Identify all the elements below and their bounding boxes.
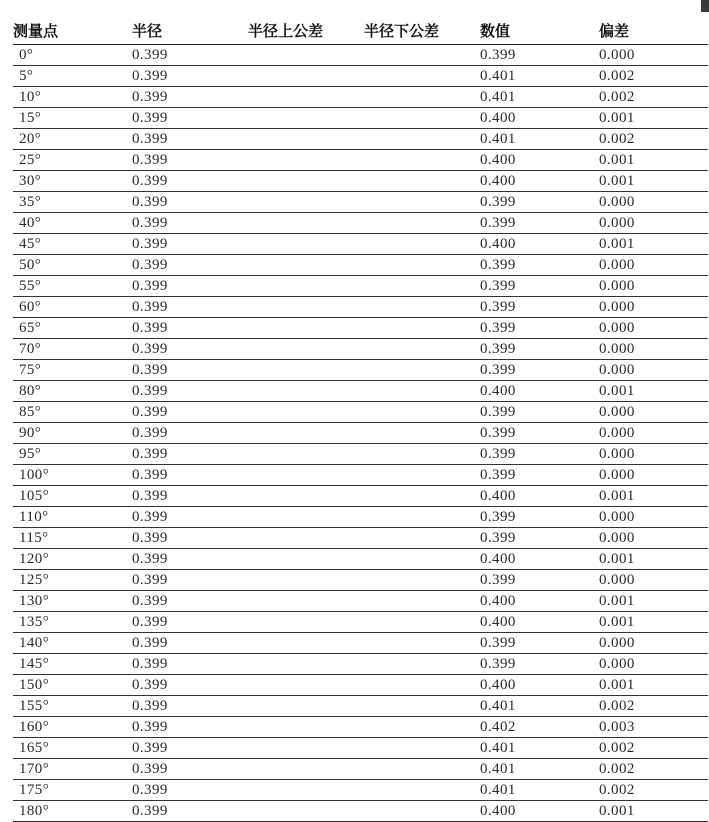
cell-deviation: 0.002 bbox=[599, 68, 635, 84]
table-row bbox=[13, 66, 708, 87]
header-radius-upper-tolerance: 半径上公差 bbox=[248, 22, 324, 40]
table-row bbox=[13, 381, 708, 402]
cell-deviation: 0.000 bbox=[599, 362, 635, 378]
cell-measurement-point: 95° bbox=[19, 446, 42, 462]
cell-measurement-point: 0° bbox=[19, 47, 34, 63]
cell-deviation: 0.000 bbox=[599, 425, 635, 441]
cell-measurement-point: 40° bbox=[19, 215, 42, 231]
cell-measurement-point: 110° bbox=[19, 509, 49, 525]
cell-deviation: 0.002 bbox=[599, 89, 635, 105]
table-row bbox=[13, 717, 708, 738]
cell-radius: 0.399 bbox=[132, 614, 168, 630]
cell-value: 0.401 bbox=[480, 740, 516, 756]
cell-measurement-point: 60° bbox=[19, 299, 42, 315]
cell-measurement-point: 120° bbox=[19, 551, 50, 567]
cell-deviation: 0.000 bbox=[599, 278, 635, 294]
cell-value: 0.400 bbox=[480, 236, 516, 252]
cell-measurement-point: 55° bbox=[19, 278, 42, 294]
measurement-table bbox=[13, 15, 708, 822]
cell-measurement-point: 25° bbox=[19, 152, 42, 168]
table-row bbox=[13, 192, 708, 213]
cell-value: 0.399 bbox=[480, 509, 516, 525]
cell-radius: 0.399 bbox=[132, 341, 168, 357]
table-row bbox=[13, 129, 708, 150]
cell-deviation: 0.000 bbox=[599, 530, 635, 546]
cell-measurement-point: 150° bbox=[19, 677, 50, 693]
cell-value: 0.399 bbox=[480, 362, 516, 378]
table-row bbox=[13, 360, 708, 381]
cell-radius: 0.399 bbox=[132, 551, 168, 567]
cell-value: 0.399 bbox=[480, 341, 516, 357]
table-row bbox=[13, 423, 708, 444]
cell-value: 0.401 bbox=[480, 89, 516, 105]
header-radius-lower-tolerance: 半径下公差 bbox=[364, 22, 440, 40]
cell-measurement-point: 80° bbox=[19, 383, 42, 399]
cell-deviation: 0.001 bbox=[599, 383, 635, 399]
cell-radius: 0.399 bbox=[132, 47, 168, 63]
cell-value: 0.399 bbox=[480, 299, 516, 315]
cell-radius: 0.399 bbox=[132, 446, 168, 462]
cell-deviation: 0.001 bbox=[599, 614, 635, 630]
cell-value: 0.399 bbox=[480, 278, 516, 294]
cell-measurement-point: 105° bbox=[19, 488, 50, 504]
cell-measurement-point: 175° bbox=[19, 782, 50, 798]
cell-deviation: 0.002 bbox=[599, 782, 635, 798]
cell-measurement-point: 45° bbox=[19, 236, 42, 252]
cell-value: 0.399 bbox=[480, 467, 516, 483]
cell-value: 0.399 bbox=[480, 635, 516, 651]
cell-deviation: 0.000 bbox=[599, 194, 635, 210]
cell-radius: 0.399 bbox=[132, 593, 168, 609]
cell-measurement-point: 65° bbox=[19, 320, 42, 336]
cell-value: 0.399 bbox=[480, 425, 516, 441]
table-row bbox=[13, 213, 708, 234]
cell-radius: 0.399 bbox=[132, 719, 168, 735]
table-row bbox=[13, 654, 708, 675]
corner-marker bbox=[701, 0, 709, 12]
table-row bbox=[13, 108, 708, 129]
cell-deviation: 0.000 bbox=[599, 572, 635, 588]
table-row bbox=[13, 87, 708, 108]
cell-value: 0.400 bbox=[480, 110, 516, 126]
cell-deviation: 0.000 bbox=[599, 341, 635, 357]
cell-radius: 0.399 bbox=[132, 488, 168, 504]
cell-deviation: 0.001 bbox=[599, 803, 635, 819]
cell-deviation: 0.002 bbox=[599, 131, 635, 147]
cell-value: 0.399 bbox=[480, 320, 516, 336]
cell-radius: 0.399 bbox=[132, 257, 168, 273]
cell-value: 0.399 bbox=[480, 47, 516, 63]
table-row bbox=[13, 486, 708, 507]
cell-value: 0.399 bbox=[480, 257, 516, 273]
cell-radius: 0.399 bbox=[132, 236, 168, 252]
table-row bbox=[13, 444, 708, 465]
cell-value: 0.399 bbox=[480, 446, 516, 462]
cell-measurement-point: 160° bbox=[19, 719, 50, 735]
cell-value: 0.400 bbox=[480, 677, 516, 693]
table-row bbox=[13, 318, 708, 339]
cell-measurement-point: 100° bbox=[19, 467, 50, 483]
cell-measurement-point: 145° bbox=[19, 656, 50, 672]
cell-deviation: 0.001 bbox=[599, 593, 635, 609]
cell-deviation: 0.003 bbox=[599, 719, 635, 735]
cell-deviation: 0.000 bbox=[599, 635, 635, 651]
cell-deviation: 0.000 bbox=[599, 656, 635, 672]
cell-measurement-point: 15° bbox=[19, 110, 42, 126]
cell-radius: 0.399 bbox=[132, 698, 168, 714]
cell-radius: 0.399 bbox=[132, 530, 168, 546]
table-row bbox=[13, 633, 708, 654]
cell-deviation: 0.002 bbox=[599, 698, 635, 714]
cell-radius: 0.399 bbox=[132, 89, 168, 105]
table-row bbox=[13, 402, 708, 423]
cell-radius: 0.399 bbox=[132, 803, 168, 819]
cell-measurement-point: 30° bbox=[19, 173, 42, 189]
table-row bbox=[13, 759, 708, 780]
cell-radius: 0.399 bbox=[132, 194, 168, 210]
cell-measurement-point: 10° bbox=[19, 89, 42, 105]
table-row bbox=[13, 465, 708, 486]
cell-value: 0.399 bbox=[480, 215, 516, 231]
cell-radius: 0.399 bbox=[132, 572, 168, 588]
cell-measurement-point: 125° bbox=[19, 572, 50, 588]
cell-radius: 0.399 bbox=[132, 362, 168, 378]
cell-deviation: 0.001 bbox=[599, 488, 635, 504]
cell-deviation: 0.001 bbox=[599, 152, 635, 168]
cell-deviation: 0.000 bbox=[599, 215, 635, 231]
table-row bbox=[13, 696, 708, 717]
cell-deviation: 0.000 bbox=[599, 446, 635, 462]
cell-value: 0.402 bbox=[480, 719, 516, 735]
cell-radius: 0.399 bbox=[132, 509, 168, 525]
cell-radius: 0.399 bbox=[132, 110, 168, 126]
table-row bbox=[13, 276, 708, 297]
table-row bbox=[13, 297, 708, 318]
cell-measurement-point: 165° bbox=[19, 740, 50, 756]
cell-radius: 0.399 bbox=[132, 320, 168, 336]
header-deviation: 偏差 bbox=[599, 22, 630, 40]
cell-radius: 0.399 bbox=[132, 383, 168, 399]
cell-deviation: 0.001 bbox=[599, 236, 635, 252]
table-row bbox=[13, 591, 708, 612]
cell-radius: 0.399 bbox=[132, 299, 168, 315]
cell-deviation: 0.000 bbox=[599, 467, 635, 483]
cell-deviation: 0.000 bbox=[599, 320, 635, 336]
table-row bbox=[13, 528, 708, 549]
cell-deviation: 0.001 bbox=[599, 551, 635, 567]
table-row bbox=[13, 549, 708, 570]
table-row bbox=[13, 612, 708, 633]
cell-measurement-point: 35° bbox=[19, 194, 42, 210]
table-row bbox=[13, 255, 708, 276]
cell-radius: 0.399 bbox=[132, 761, 168, 777]
header-measurement-point: 测量点 bbox=[13, 22, 59, 40]
table-row bbox=[13, 234, 708, 255]
cell-value: 0.399 bbox=[480, 404, 516, 420]
cell-value: 0.399 bbox=[480, 656, 516, 672]
table-row bbox=[13, 171, 708, 192]
cell-radius: 0.399 bbox=[132, 425, 168, 441]
cell-deviation: 0.002 bbox=[599, 761, 635, 777]
cell-measurement-point: 170° bbox=[19, 761, 50, 777]
cell-value: 0.401 bbox=[480, 782, 516, 798]
cell-value: 0.401 bbox=[480, 698, 516, 714]
cell-value: 0.399 bbox=[480, 530, 516, 546]
cell-measurement-point: 140° bbox=[19, 635, 50, 651]
cell-radius: 0.399 bbox=[132, 467, 168, 483]
cell-measurement-point: 155° bbox=[19, 698, 50, 714]
cell-value: 0.399 bbox=[480, 194, 516, 210]
cell-radius: 0.399 bbox=[132, 152, 168, 168]
cell-measurement-point: 180° bbox=[19, 803, 50, 819]
cell-deviation: 0.001 bbox=[599, 173, 635, 189]
cell-measurement-point: 50° bbox=[19, 257, 42, 273]
cell-value: 0.400 bbox=[480, 173, 516, 189]
cell-value: 0.400 bbox=[480, 614, 516, 630]
table-row bbox=[13, 45, 708, 66]
header-radius: 半径 bbox=[132, 22, 163, 40]
header-value: 数值 bbox=[480, 22, 511, 40]
cell-measurement-point: 70° bbox=[19, 341, 42, 357]
cell-radius: 0.399 bbox=[132, 782, 168, 798]
cell-measurement-point: 85° bbox=[19, 404, 42, 420]
cell-deviation: 0.000 bbox=[599, 509, 635, 525]
table-row bbox=[13, 780, 708, 801]
cell-radius: 0.399 bbox=[132, 740, 168, 756]
cell-value: 0.400 bbox=[480, 383, 516, 399]
cell-radius: 0.399 bbox=[132, 131, 168, 147]
cell-value: 0.400 bbox=[480, 488, 516, 504]
cell-deviation: 0.002 bbox=[599, 740, 635, 756]
cell-value: 0.400 bbox=[480, 551, 516, 567]
cell-radius: 0.399 bbox=[132, 68, 168, 84]
cell-radius: 0.399 bbox=[132, 278, 168, 294]
cell-deviation: 0.001 bbox=[599, 110, 635, 126]
table-row bbox=[13, 339, 708, 360]
cell-deviation: 0.000 bbox=[599, 257, 635, 273]
table-row bbox=[13, 150, 708, 171]
cell-radius: 0.399 bbox=[132, 656, 168, 672]
cell-measurement-point: 135° bbox=[19, 614, 50, 630]
table-row bbox=[13, 675, 708, 696]
cell-measurement-point: 20° bbox=[19, 131, 42, 147]
cell-value: 0.399 bbox=[480, 572, 516, 588]
cell-measurement-point: 115° bbox=[19, 530, 49, 546]
cell-value: 0.401 bbox=[480, 68, 516, 84]
table-row bbox=[13, 738, 708, 759]
table-row bbox=[13, 801, 708, 822]
cell-radius: 0.399 bbox=[132, 677, 168, 693]
table-row bbox=[13, 570, 708, 591]
table-row bbox=[13, 507, 708, 528]
cell-radius: 0.399 bbox=[132, 404, 168, 420]
cell-value: 0.400 bbox=[480, 152, 516, 168]
cell-radius: 0.399 bbox=[132, 215, 168, 231]
cell-deviation: 0.001 bbox=[599, 677, 635, 693]
cell-value: 0.400 bbox=[480, 803, 516, 819]
cell-radius: 0.399 bbox=[132, 173, 168, 189]
cell-radius: 0.399 bbox=[132, 635, 168, 651]
cell-deviation: 0.000 bbox=[599, 299, 635, 315]
cell-deviation: 0.000 bbox=[599, 47, 635, 63]
cell-measurement-point: 90° bbox=[19, 425, 42, 441]
cell-measurement-point: 5° bbox=[19, 68, 34, 84]
table-header bbox=[13, 15, 708, 45]
cell-value: 0.401 bbox=[480, 761, 516, 777]
cell-deviation: 0.000 bbox=[599, 404, 635, 420]
cell-value: 0.401 bbox=[480, 131, 516, 147]
cell-measurement-point: 130° bbox=[19, 593, 50, 609]
cell-value: 0.400 bbox=[480, 593, 516, 609]
table-body bbox=[13, 45, 708, 822]
cell-measurement-point: 75° bbox=[19, 362, 42, 378]
